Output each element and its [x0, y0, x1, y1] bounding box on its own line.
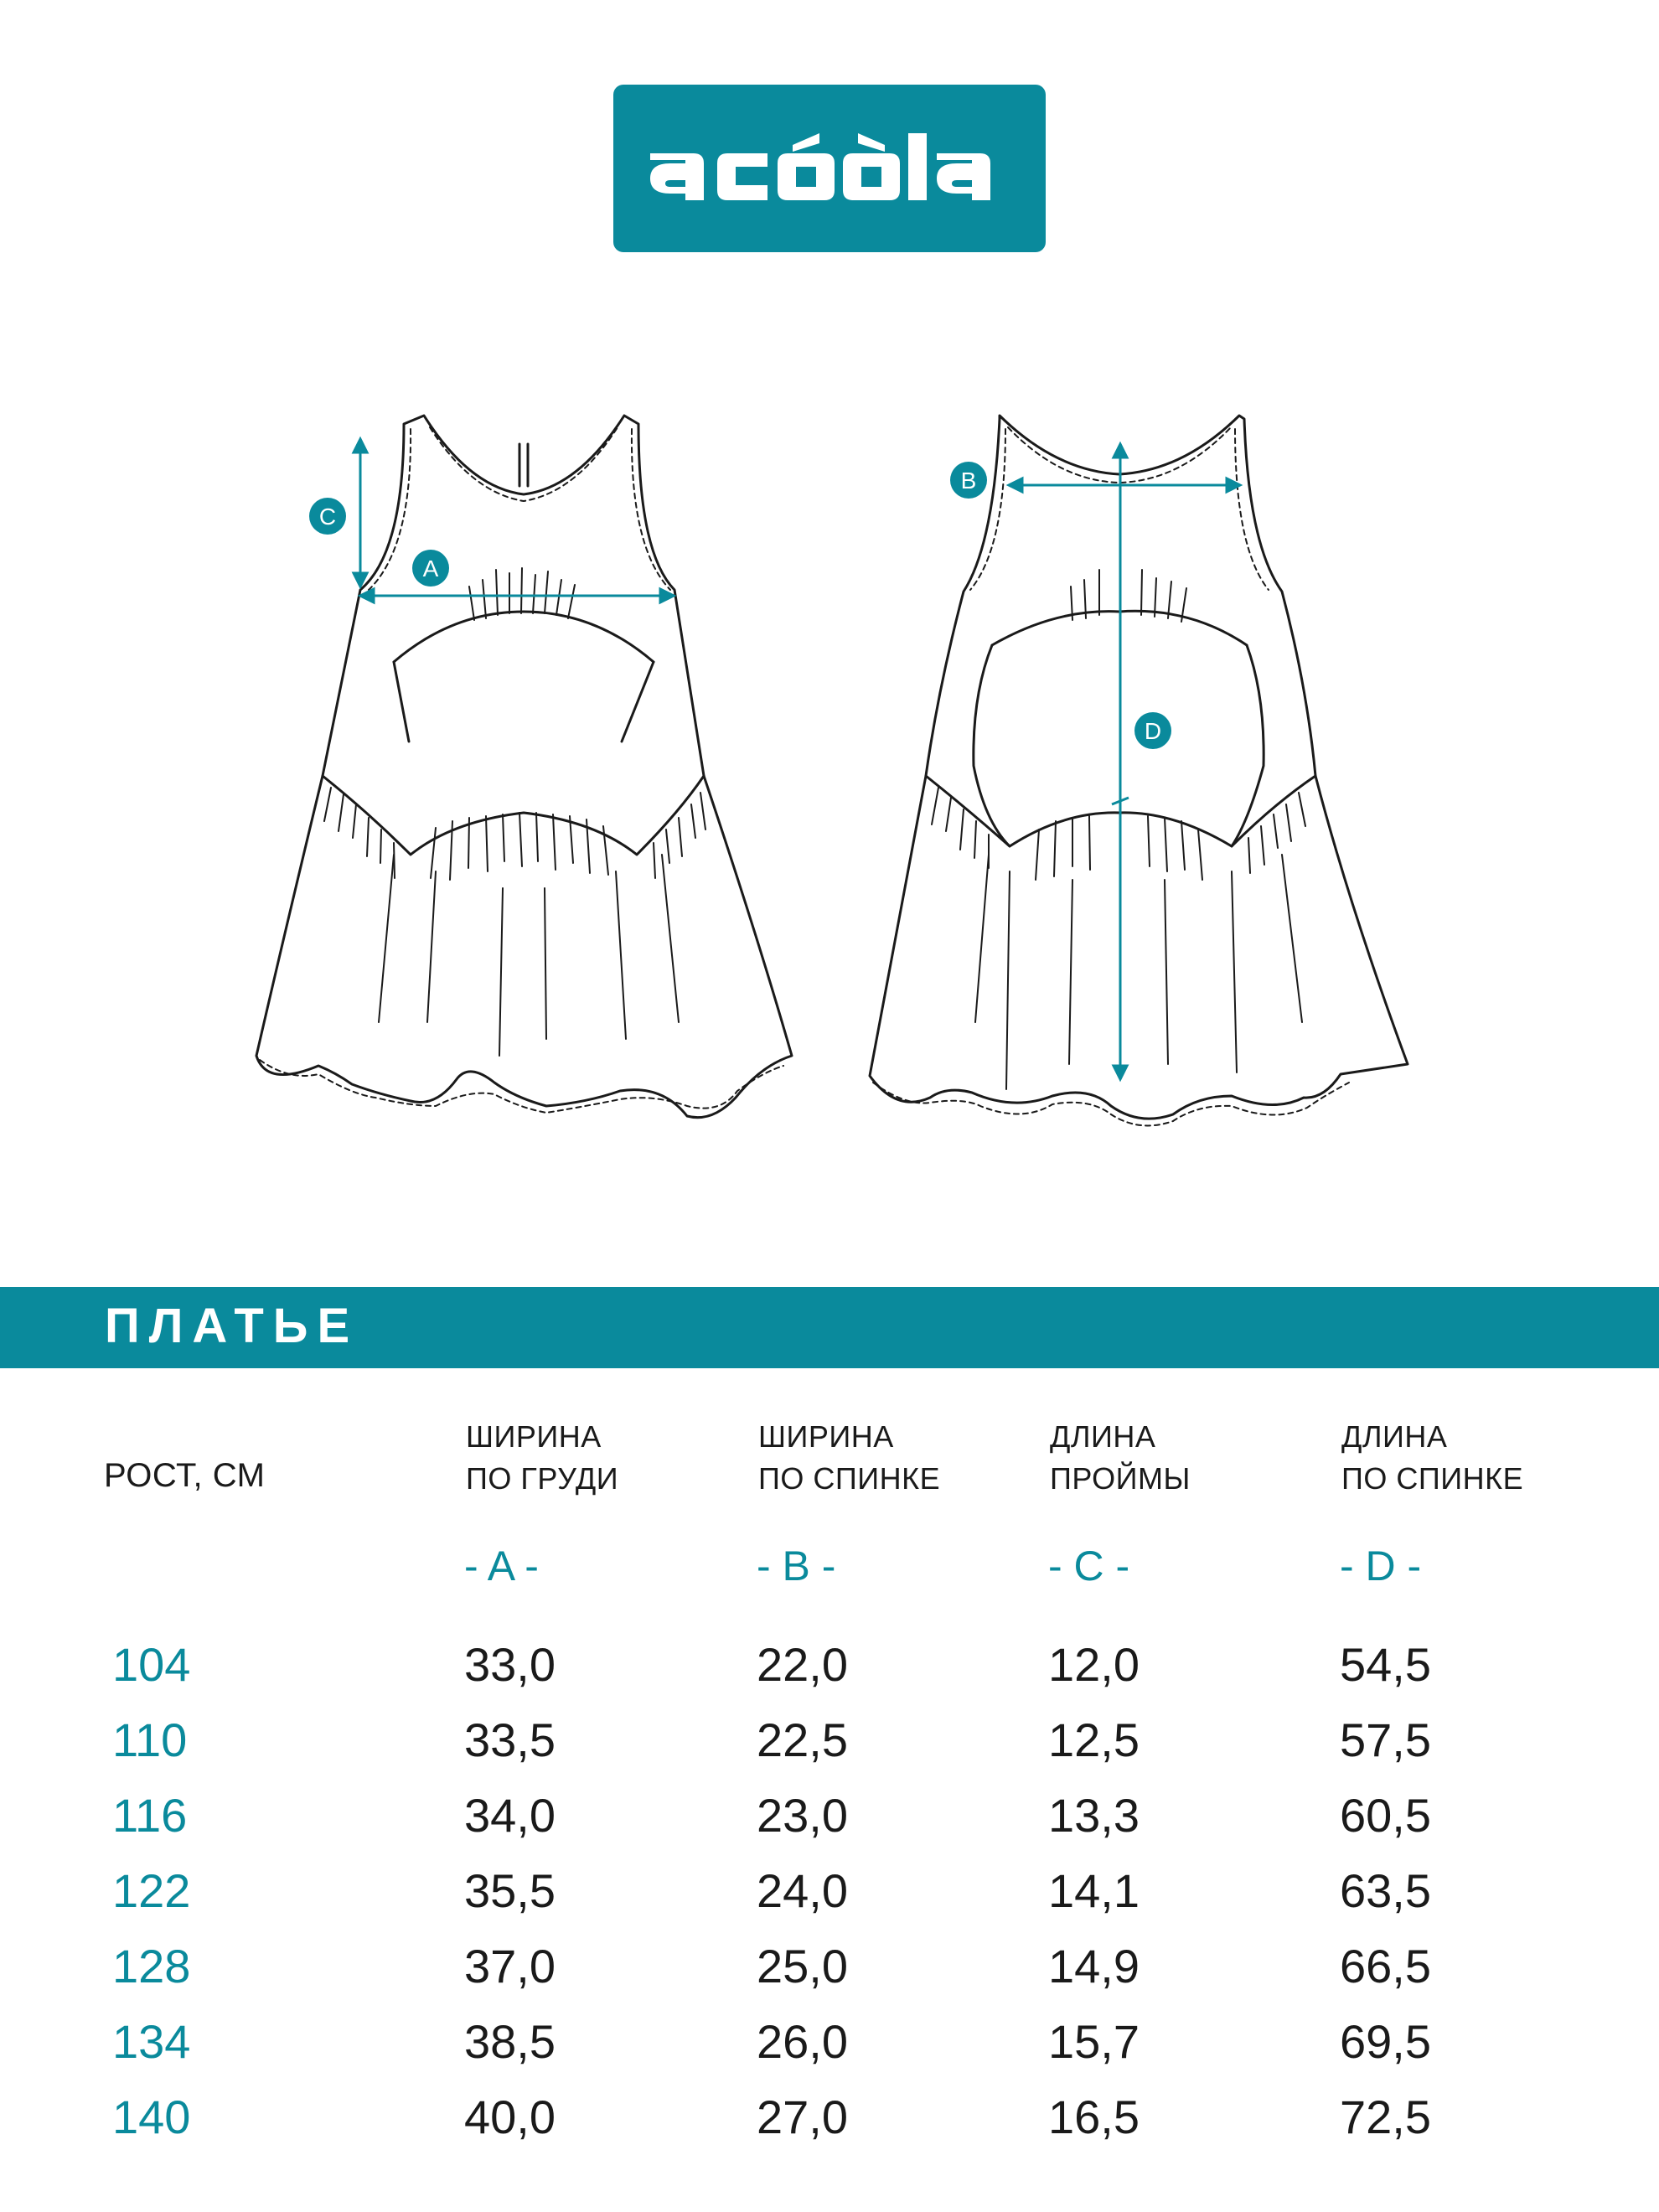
value-a: 34,0: [464, 1789, 556, 1842]
header-a-line2: ПО ГРУДИ: [466, 1461, 619, 1496]
table-row: [0, 1703, 1659, 1778]
value-a: 33,0: [464, 1638, 556, 1691]
label-a-marker: [412, 550, 449, 587]
value-c: 16,5: [1048, 2091, 1140, 2143]
value-c: 12,5: [1048, 1713, 1140, 1766]
table-row: [0, 1778, 1659, 1853]
label-d-marker: [1134, 712, 1171, 749]
brand-logo: [613, 85, 1046, 252]
page-title: ПЛАТЬЕ: [105, 1299, 359, 1353]
value-a: 40,0: [464, 2091, 556, 2143]
value-a: 33,5: [464, 1713, 556, 1766]
header-b-line2: ПО СПИНКЕ: [758, 1461, 941, 1496]
value-d: 60,5: [1340, 1789, 1431, 1842]
header-b-line1: ШИРИНА: [758, 1419, 894, 1454]
height-value: 134: [112, 2015, 191, 2068]
value-d: 72,5: [1340, 2091, 1431, 2143]
value-b: 27,0: [757, 2091, 848, 2143]
dress-technical-drawing: [0, 369, 1659, 1173]
height-value: 110: [112, 1713, 188, 1766]
dress-back-view: [870, 416, 1408, 1125]
acoola-logo-icon: [613, 85, 1046, 252]
label-c-marker: [309, 498, 346, 535]
svg-text:D: D: [1144, 718, 1162, 744]
value-b: 25,0: [757, 1940, 848, 1992]
column-letter-c: - C -: [1048, 1543, 1130, 1589]
value-d: 63,5: [1340, 1864, 1431, 1917]
header-d-line2: ПО СПИНКЕ: [1341, 1461, 1524, 1496]
value-d: 57,5: [1340, 1713, 1431, 1766]
value-d: 69,5: [1340, 2015, 1431, 2068]
column-letter-a: - A -: [464, 1543, 539, 1589]
value-c: 12,0: [1048, 1638, 1140, 1691]
height-column-header: [104, 1455, 265, 1496]
header-c-line1: ДЛИНА: [1050, 1419, 1156, 1454]
value-c: 14,1: [1048, 1864, 1140, 1917]
table-row: [0, 1627, 1659, 1703]
header-a-line1: ШИРИНА: [466, 1419, 602, 1454]
table-row: [0, 2004, 1659, 2080]
column-letter-b: - B -: [757, 1543, 836, 1589]
value-a: 35,5: [464, 1864, 556, 1917]
svg-text:A: A: [422, 556, 439, 581]
value-c: 14,9: [1048, 1940, 1140, 1992]
column-header-a: [466, 1416, 618, 1500]
value-d: 54,5: [1340, 1638, 1431, 1691]
table-row: [0, 1929, 1659, 2004]
column-letter-d: - D -: [1340, 1543, 1422, 1589]
header-d-line1: ДЛИНА: [1341, 1419, 1448, 1454]
value-b: 22,0: [757, 1638, 848, 1691]
value-b: 23,0: [757, 1789, 848, 1842]
height-value: 128: [112, 1940, 191, 1992]
value-a: 37,0: [464, 1940, 556, 1992]
height-header-label: РОСТ, СМ: [104, 1457, 266, 1494]
value-c: 13,3: [1048, 1789, 1140, 1842]
table-row: [0, 2080, 1659, 2155]
svg-text:B: B: [960, 468, 977, 494]
column-header-b: [758, 1416, 940, 1500]
height-value: 116: [112, 1789, 188, 1842]
value-b: 24,0: [757, 1864, 848, 1917]
header-c-line2: ПРОЙМЫ: [1050, 1461, 1191, 1496]
value-b: 22,5: [757, 1713, 848, 1766]
value-d: 66,5: [1340, 1940, 1431, 1992]
value-c: 15,7: [1048, 2015, 1140, 2068]
column-header-d: [1341, 1416, 1523, 1500]
value-b: 26,0: [757, 2015, 848, 2068]
label-b-marker: [950, 462, 987, 499]
height-value: 122: [112, 1864, 191, 1917]
svg-text:C: C: [318, 504, 337, 530]
height-value: 104: [112, 1638, 191, 1691]
value-a: 38,5: [464, 2015, 556, 2068]
table-row: [0, 1853, 1659, 1929]
height-value: 140: [112, 2091, 191, 2143]
column-header-c: [1050, 1416, 1191, 1500]
title-band: [0, 1287, 1659, 1368]
